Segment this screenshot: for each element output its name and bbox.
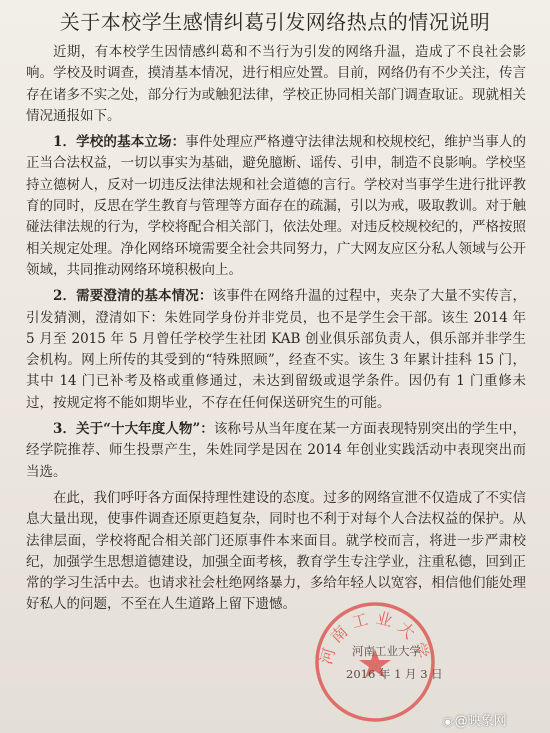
signature-text: 河南工业大学 xyxy=(352,644,421,658)
document-title: 关于本校学生感情纠葛引发网络热点的情况说明 xyxy=(59,10,491,34)
intro-paragraph: 近期，有本校学生因情感纠葛和不当行为引发的网络升温，造成了不良社会影响。学校及时调查，摸清基本情况，进行相应处置。目前，网络仍有不少关注，传言存在诸多不实之处，部分行为或触犯法律，学校正协同相关部门调查取证。现就相关情况通报如下。 xyxy=(26,44,526,124)
section-3-heading: 3．关于“十大年度人物”： xyxy=(53,421,214,438)
section-1-text: 事件处理应严格遵守法律法规和校规校纪，维护当事人的正当合法权益，一切以事实为基础，避免臆断、谣传、引申，制造不良影响。学校坚持立德树人，反对一切违反法律法规和社会道德的言行。学校对当事学生进行批评教育的同时，反思在学生教育与管理等方面存在的疏漏，引以为戒，吸取教训。对于触碰法律法规的行为，学校将配合相关部门，依法处理。对违反校规校纪的，严格按照相关规定处理。净化网络环境需要全社会共同努力，广大网友应区分私人领域与公开领域，共同推动网络环境积极向上。 xyxy=(26,134,526,278)
section-3-text: 该称号从当年度在某一方面表现特别突出的学生中，经学院推荐、师生投票产生，朱姓同学是因在 2014 年创业实践活动中表现突出而当选。 xyxy=(26,421,527,480)
document-body xyxy=(26,42,526,621)
weibo-icon: ◉ xyxy=(443,715,453,728)
closing-paragraph: 在此，我们呼吁各方面保持理性建设的态度。过多的网络宣泄不仅造成了不实信息大量出现，使事件调查还原更趋复杂，同时也不利于对每个人合法权益的保护。从法律层面，学校将配合相关部门还原事件本来面目。就学校而言，将进一步严肃校纪，加强学生思想道德建设，加强全面考核，教育学生专注学业，注重私德，回到正常的学习生活中去。也请求社会杜绝网络暴力，多给年轻人以宽容，相信他们能处理好私人的问题，不至在人生道路上留下遗憾。 xyxy=(26,489,526,613)
watermark-text: @映象网 xyxy=(454,714,507,729)
section-3-paragraph xyxy=(26,419,526,483)
section-1-paragraph xyxy=(26,132,526,281)
section-1-heading: 1．学校的基本立场： xyxy=(53,134,186,151)
section-2-heading: 2．需要澄清的基本情况： xyxy=(53,288,213,305)
watermark xyxy=(443,710,507,729)
date-text: 2016 年 1 月 3 日 xyxy=(346,667,443,681)
section-2-paragraph xyxy=(26,286,526,414)
official-seal-icon xyxy=(310,597,440,727)
svg-text:河南工业大学: 河南工业大学 xyxy=(316,608,434,667)
section-2-text: 该事件在网络升温的过程中，夹杂了大量不实传言，引发猜测，澄清如下：朱姓同学身份并非党员，也不是学生会干部。该生 2014 年 5 月至 2015 年 5 月曾任学校学生社团 KAB 创业俱乐部负责人，俱乐部并非学生会机构。网上所传的其受到的“特殊照顾”，经查不实。该生 3 年累计挂科 15 门，其中 14 门已补考及格或重修通过，未达到留级或退学条件。因仍有 1 门重修未过，按规定将不能如期毕业，不存在任何保送研究生的可能。 xyxy=(26,288,526,411)
